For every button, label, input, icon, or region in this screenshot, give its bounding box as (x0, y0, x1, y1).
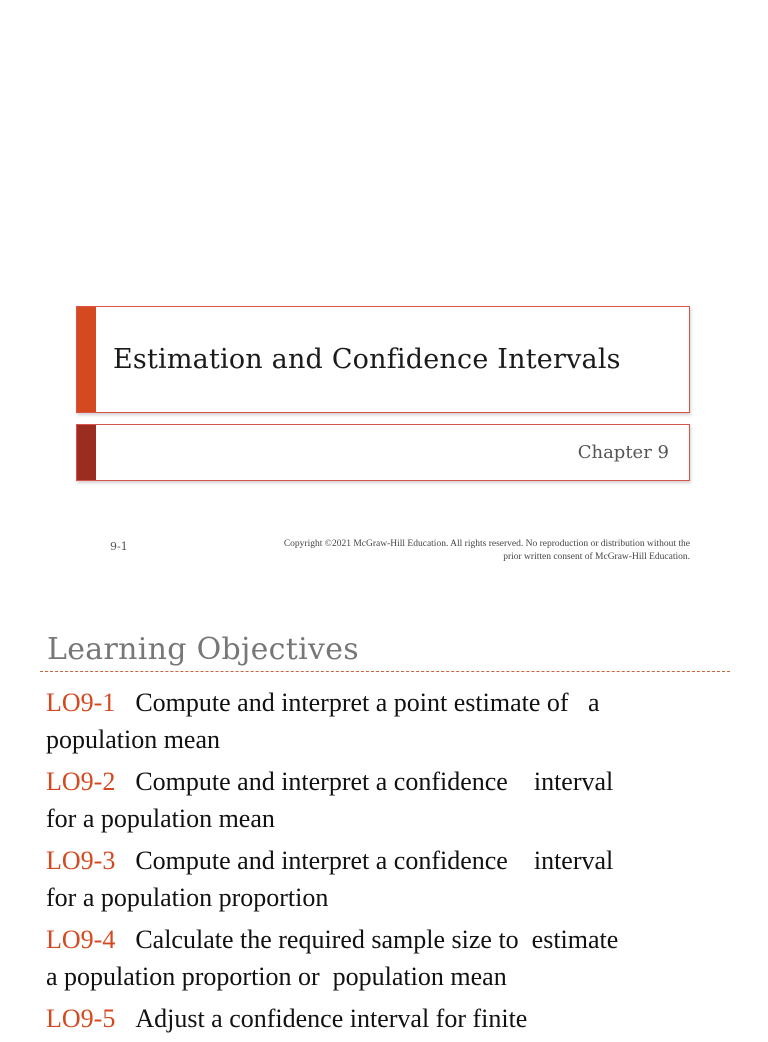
objective-code: LO9-3 (46, 846, 116, 875)
objective-text-cont: for a population mean (46, 804, 275, 833)
objective-item (46, 921, 726, 995)
subtitle-accent-bar (77, 425, 96, 480)
copyright-notice (215, 538, 690, 564)
objective-line (46, 763, 726, 800)
section-heading: Learning Objectives (47, 632, 359, 667)
objective-text-cont: for a population proportion (46, 883, 329, 912)
objective-text: Calculate the required sample size to estimate (135, 925, 619, 954)
objective-text-cont: population mean (46, 725, 221, 754)
objective-text: Compute and interpret a point estimate of a (135, 688, 600, 717)
heading-divider (40, 671, 730, 672)
slide-title: Estimation and Confidence Intervals (113, 344, 621, 375)
copyright-line-1: Copyright ©2021 McGraw-Hill Education. All rights reserved. No reproduction or distribution without the (283, 539, 690, 549)
objective-item (46, 684, 726, 758)
title-accent-bar (77, 307, 96, 412)
objective-text: Adjust a confidence interval for finite (135, 1004, 528, 1033)
objective-line (46, 842, 726, 879)
objective-code: LO9-1 (46, 688, 116, 717)
subtitle-box (76, 424, 690, 481)
objective-item (46, 842, 726, 916)
objective-code: LO9-2 (46, 767, 116, 796)
objective-text-cont: a population proportion or population mean (46, 962, 507, 991)
objective-code: LO9-5 (46, 1004, 116, 1033)
slide-subtitle: Chapter 9 (577, 442, 669, 463)
objective-text: Compute and interpret a confidence interval (135, 767, 614, 796)
objective-line (46, 921, 726, 958)
learning-objectives-slide (0, 620, 768, 1033)
copyright-line-2: prior written consent of McGraw-Hill Education. (503, 552, 690, 562)
objective-line (46, 684, 726, 721)
slide-number: 9-1 (110, 540, 128, 553)
objectives-list (46, 684, 726, 1042)
objective-item (46, 1000, 726, 1037)
objective-line (46, 1000, 726, 1037)
objective-text: Compute and interpret a confidence interval (135, 846, 614, 875)
title-box (76, 306, 690, 413)
objective-item (46, 763, 726, 837)
objective-code: LO9-4 (46, 925, 116, 954)
